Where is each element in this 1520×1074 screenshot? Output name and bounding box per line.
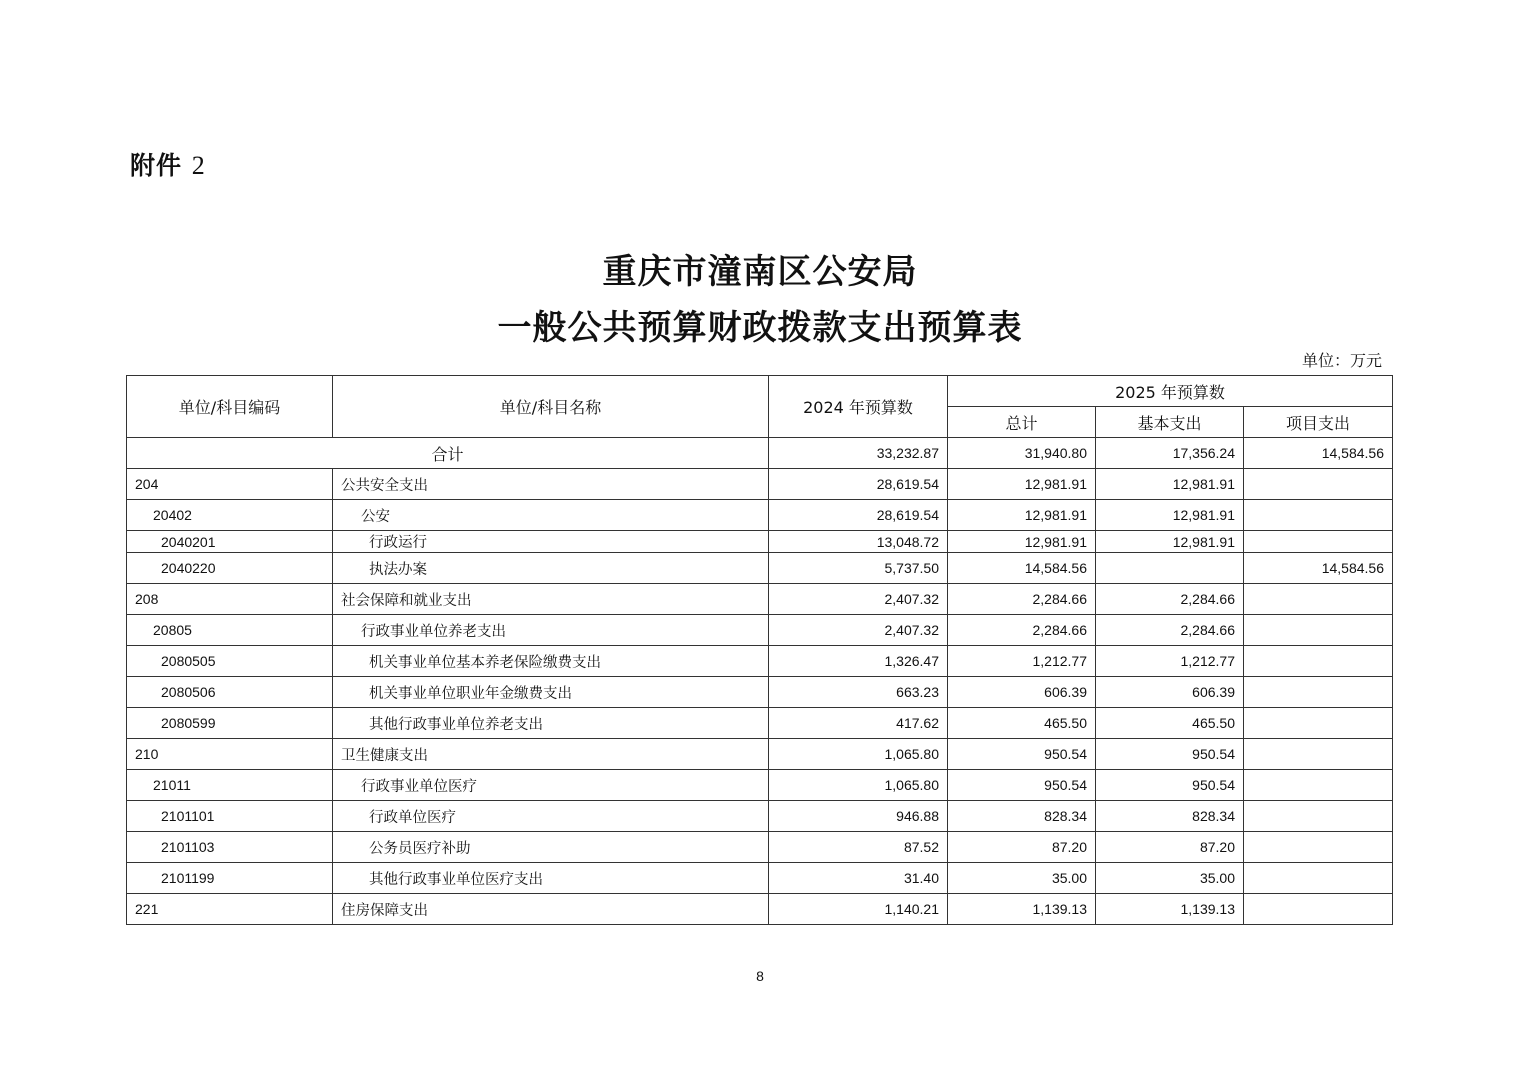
row-basic: 465.50 <box>1096 708 1244 739</box>
row-project <box>1244 894 1393 925</box>
row-project <box>1244 739 1393 770</box>
table-row <box>127 553 1393 584</box>
row-project <box>1244 863 1393 894</box>
budget-table <box>126 375 1393 925</box>
row-code: 21011 <box>127 770 333 801</box>
row-total: 950.54 <box>948 739 1096 770</box>
page-number: 8 <box>756 968 764 984</box>
unit-label: 单位：万元 <box>1301 351 1382 370</box>
row-code: 2080599 <box>127 708 333 739</box>
row-basic: 950.54 <box>1096 770 1244 801</box>
row-prev-year: 28,619.54 <box>769 469 948 500</box>
row-prev-year: 31.40 <box>769 863 948 894</box>
row-prev-year: 2,407.32 <box>769 615 948 646</box>
row-prev-year: 1,140.21 <box>769 894 948 925</box>
table-row <box>127 646 1393 677</box>
row-name: 公共安全支出 <box>333 469 769 500</box>
table-row <box>127 708 1393 739</box>
row-name: 其他行政事业单位养老支出 <box>333 708 769 739</box>
row-project <box>1244 615 1393 646</box>
row-total: 2,284.66 <box>948 615 1096 646</box>
row-prev-year: 87.52 <box>769 832 948 863</box>
row-basic: 950.54 <box>1096 739 1244 770</box>
table-row <box>127 677 1393 708</box>
table-row <box>127 615 1393 646</box>
row-name: 执法办案 <box>333 553 769 584</box>
total-basic: 17,356.24 <box>1096 438 1244 469</box>
row-prev-year: 946.88 <box>769 801 948 832</box>
total-project: 14,584.56 <box>1244 438 1393 469</box>
row-total: 828.34 <box>948 801 1096 832</box>
header-total: 总计 <box>948 407 1096 438</box>
row-code: 208 <box>127 584 333 615</box>
row-total: 12,981.91 <box>948 469 1096 500</box>
table-row <box>127 832 1393 863</box>
row-name: 机关事业单位基本养老保险缴费支出 <box>333 646 769 677</box>
row-total: 14,584.56 <box>948 553 1096 584</box>
row-project <box>1244 531 1393 553</box>
row-project <box>1244 500 1393 531</box>
row-code: 210 <box>127 739 333 770</box>
row-name: 其他行政事业单位医疗支出 <box>333 863 769 894</box>
row-name: 公安 <box>333 500 769 531</box>
row-basic: 12,981.91 <box>1096 469 1244 500</box>
row-name: 行政事业单位医疗 <box>333 770 769 801</box>
row-code: 2040201 <box>127 531 333 553</box>
row-basic: 1,212.77 <box>1096 646 1244 677</box>
row-prev-year: 5,737.50 <box>769 553 948 584</box>
row-name: 行政事业单位养老支出 <box>333 615 769 646</box>
table-row <box>127 770 1393 801</box>
row-code: 221 <box>127 894 333 925</box>
row-code: 204 <box>127 469 333 500</box>
row-project <box>1244 646 1393 677</box>
row-code: 2080505 <box>127 646 333 677</box>
row-total: 12,981.91 <box>948 531 1096 553</box>
total-prev: 33,232.87 <box>769 438 948 469</box>
row-total: 465.50 <box>948 708 1096 739</box>
total-row <box>127 438 1393 469</box>
row-prev-year: 13,048.72 <box>769 531 948 553</box>
title-line-2: 一般公共预算财政拨款支出预算表 <box>497 308 1023 348</box>
row-total: 1,139.13 <box>948 894 1096 925</box>
header-project: 项目支出 <box>1244 407 1393 438</box>
attachment-number: 2 <box>191 151 206 180</box>
table-row <box>127 584 1393 615</box>
row-code: 2101101 <box>127 801 333 832</box>
row-name: 卫生健康支出 <box>333 739 769 770</box>
row-basic: 12,981.91 <box>1096 531 1244 553</box>
row-name: 住房保障支出 <box>333 894 769 925</box>
row-total: 950.54 <box>948 770 1096 801</box>
row-project <box>1244 584 1393 615</box>
row-code: 2101199 <box>127 863 333 894</box>
header-code: 单位/科目编码 <box>127 376 333 438</box>
row-total: 35.00 <box>948 863 1096 894</box>
title-line-1: 重庆市潼南区公安局 <box>602 252 918 292</box>
row-name: 机关事业单位职业年金缴费支出 <box>333 677 769 708</box>
header-current-year: 2025 年预算数 <box>948 376 1393 407</box>
attachment-text: 附件 <box>130 151 183 180</box>
row-basic: 2,284.66 <box>1096 615 1244 646</box>
row-name: 行政单位医疗 <box>333 801 769 832</box>
row-basic: 87.20 <box>1096 832 1244 863</box>
total-label: 合计 <box>127 438 769 469</box>
row-prev-year: 1,065.80 <box>769 770 948 801</box>
row-prev-year: 28,619.54 <box>769 500 948 531</box>
row-total: 87.20 <box>948 832 1096 863</box>
row-code: 2040220 <box>127 553 333 584</box>
table-row <box>127 863 1393 894</box>
row-prev-year: 1,065.80 <box>769 739 948 770</box>
row-basic <box>1096 553 1244 584</box>
row-prev-year: 417.62 <box>769 708 948 739</box>
row-project <box>1244 708 1393 739</box>
table-row <box>127 894 1393 925</box>
table-row <box>127 801 1393 832</box>
row-basic: 35.00 <box>1096 863 1244 894</box>
header-name: 单位/科目名称 <box>333 376 769 438</box>
table-row <box>127 500 1393 531</box>
row-project: 14,584.56 <box>1244 553 1393 584</box>
total-total: 31,940.80 <box>948 438 1096 469</box>
row-code: 2080506 <box>127 677 333 708</box>
row-total: 12,981.91 <box>948 500 1096 531</box>
header-basic: 基本支出 <box>1096 407 1244 438</box>
table-row <box>127 469 1393 500</box>
row-name: 行政运行 <box>333 531 769 553</box>
row-total: 606.39 <box>948 677 1096 708</box>
row-project <box>1244 770 1393 801</box>
row-prev-year: 663.23 <box>769 677 948 708</box>
row-code: 20805 <box>127 615 333 646</box>
table-row <box>127 531 1393 553</box>
row-basic: 606.39 <box>1096 677 1244 708</box>
row-name: 公务员医疗补助 <box>333 832 769 863</box>
row-total: 1,212.77 <box>948 646 1096 677</box>
row-project <box>1244 677 1393 708</box>
row-code: 2101103 <box>127 832 333 863</box>
row-project <box>1244 469 1393 500</box>
row-total: 2,284.66 <box>948 584 1096 615</box>
row-prev-year: 1,326.47 <box>769 646 948 677</box>
row-code: 20402 <box>127 500 333 531</box>
table-row <box>127 739 1393 770</box>
row-basic: 2,284.66 <box>1096 584 1244 615</box>
row-basic: 1,139.13 <box>1096 894 1244 925</box>
attachment-label <box>130 146 206 182</box>
row-prev-year: 2,407.32 <box>769 584 948 615</box>
row-basic: 828.34 <box>1096 801 1244 832</box>
row-project <box>1244 801 1393 832</box>
row-basic: 12,981.91 <box>1096 500 1244 531</box>
header-prev-year: 2024 年预算数 <box>769 376 948 438</box>
row-name: 社会保障和就业支出 <box>333 584 769 615</box>
row-project <box>1244 832 1393 863</box>
